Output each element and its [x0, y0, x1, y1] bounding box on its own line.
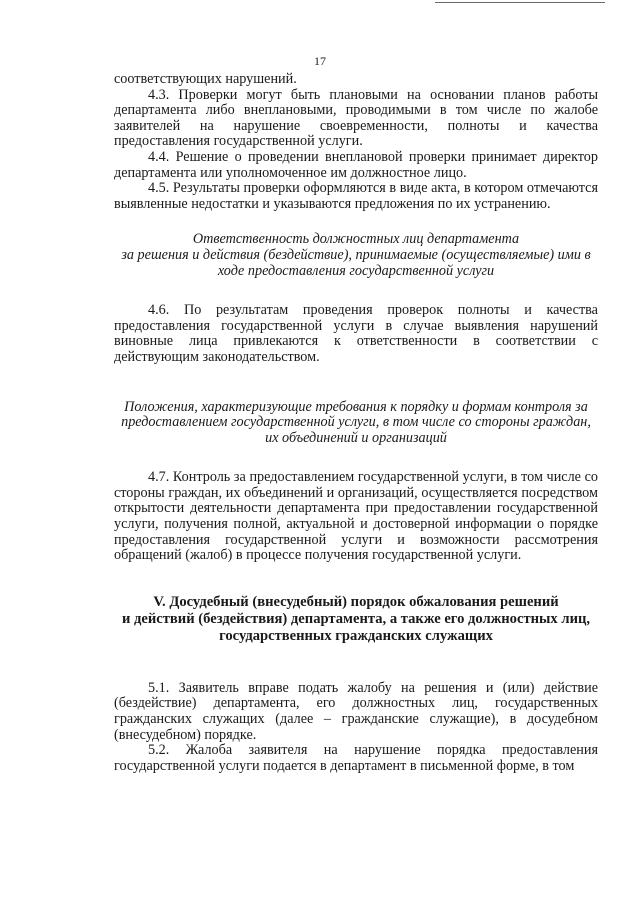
paragraph-4-7: 4.7. Контроль за предоставлением государственной услуги, в том числе со стороны граждан, их объединений и организаций, осуществляется посредством открытости деятельности департамента при предоставлении государственной услуги, получения полной, актуальной и достоверной информации о порядке предоставления государственной услуги и возможности рассмотрения обращений (жалоб) в процессе получения государственной услуги. — [114, 469, 598, 564]
heading-section-v-line-3: государственных гражданских служащих — [219, 627, 493, 644]
heading-provisions-line-1: Положения, характеризующие требования к порядку и формам контроля за — [124, 398, 588, 415]
heading-section-v-line-1: V. Досудебный (внесудебный) порядок обжалования решений — [153, 593, 559, 610]
paragraph-5-1: 5.1. Заявитель вправе подать жалобу на решения и (или) действие (бездействие) департамента, его должностных лиц, государственных гражданских служащих (далее – гражданские служащие), в досудебном (внесудебном) порядке. — [114, 679, 598, 743]
heading-responsibility — [114, 232, 598, 279]
top-edge-line — [435, 2, 605, 3]
paragraph-4-3: 4.3. Проверки могут быть плановыми на основании планов работы департамента либо внеплановыми, проводимыми в том числе по жалобе заявителей на нарушение своевременности, полноты и качества предоставления государственной услуги. — [114, 86, 598, 150]
paragraph-4-5: 4.5. Результаты проверки оформляются в виде акта, в котором отмечаются выявленные недостатки и указываются предложения по их устранению. — [114, 180, 598, 212]
heading-provisions-line-2: предоставлением государственной услуги, в том числе со стороны граждан, — [121, 414, 591, 431]
heading-provisions — [114, 400, 598, 447]
heading-responsibility-line-1: Ответственность должностных лиц департамента — [192, 231, 520, 248]
paragraph-continuation: соответствующих нарушений. — [114, 71, 297, 87]
page-number: 17 — [314, 54, 326, 68]
paragraph-4-6: 4.6. По результатам проведения проверок полноты и качества предоставления государственной услуги в случае выявления нарушений виновные лица привлекаются к ответственности в соответствии с действующим законодательством. — [114, 302, 598, 365]
heading-section-v-line-2: и действий (бездействия) департамента, а также его должностных лиц, — [121, 610, 591, 627]
heading-provisions-line-3: их объединений и организаций — [265, 429, 447, 446]
paragraph-5-2: 5.2. Жалоба заявителя на нарушение порядка предоставления государственной услуги подается в департамент в письменной форме, в том — [114, 742, 598, 774]
heading-section-v — [114, 594, 598, 645]
heading-responsibility-line-3: ходе предоставления государственной услуги — [217, 262, 495, 279]
paragraph-4-4: 4.4. Решение о проведении внеплановой проверки принимает директор департамента или уполномоченное им должностное лицо. — [114, 148, 598, 181]
page-content — [114, 72, 598, 774]
heading-responsibility-line-2: за решения и действия (бездействие), принимаемые (осуществляемые) ими в — [121, 246, 591, 263]
